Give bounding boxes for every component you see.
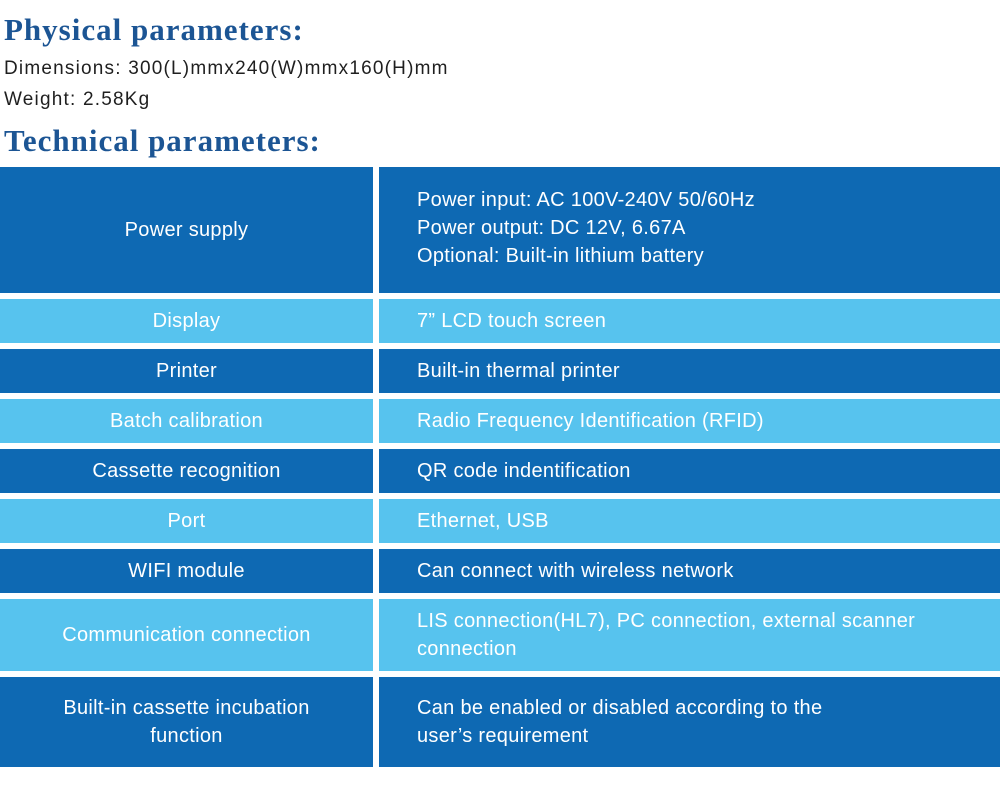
value-line: LIS connection(HL7), PC connection, external scanner [417,610,916,632]
value-line: Can be enabled or disabled according to the [417,697,823,719]
row-label: Printer [0,349,373,393]
row-value [379,299,1000,343]
dimensions-text: Dimensions: 300(L)mmx240(W)mmx160(H)mm [4,58,449,79]
table-row-cassette-recognition [0,449,1000,493]
table-row-power-supply [0,167,1000,293]
table-row-wifi-module [0,549,1000,593]
physical-parameters-heading: Physical parameters: [4,12,304,47]
table-row-display [0,299,1000,343]
table-row-communication-connection [0,599,1000,671]
value-line: Can connect with wireless network [417,560,734,582]
row-value [379,499,1000,543]
row-value [379,677,1000,767]
value-line: QR code indentification [417,460,631,482]
table-row-cassette-incubation [0,677,1000,767]
value-line: connection [417,638,517,660]
row-label: Batch calibration [0,399,373,443]
row-label: Port [0,499,373,543]
table-row-batch-calibration [0,399,1000,443]
row-label: WIFI module [0,549,373,593]
weight-text: Weight: 2.58Kg [4,89,151,110]
row-label: Built-in cassette incubation function [0,677,373,767]
technical-parameters-table [0,167,1000,767]
value-line: Power output: DC 12V, 6.67A [417,217,686,239]
value-line: Power input: AC 100V-240V 50/60Hz [417,189,755,211]
table-row-printer [0,349,1000,393]
value-line: Ethernet, USB [417,510,549,532]
row-value [379,549,1000,593]
row-value [379,399,1000,443]
row-label: Communication connection [0,599,373,671]
row-value [379,449,1000,493]
row-label: Cassette recognition [0,449,373,493]
technical-parameters-heading: Technical parameters: [4,123,321,158]
value-line: user’s requirement [417,725,589,747]
row-value [379,349,1000,393]
row-value [379,167,1000,293]
value-line: Optional: Built-in lithium battery [417,245,704,267]
value-line: 7” LCD touch screen [417,310,607,332]
row-label: Display [0,299,373,343]
table-row-port [0,499,1000,543]
row-label: Power supply [0,167,373,293]
value-line: Built-in thermal printer [417,360,620,382]
value-line: Radio Frequency Identification (RFID) [417,410,764,432]
row-value [379,599,1000,671]
